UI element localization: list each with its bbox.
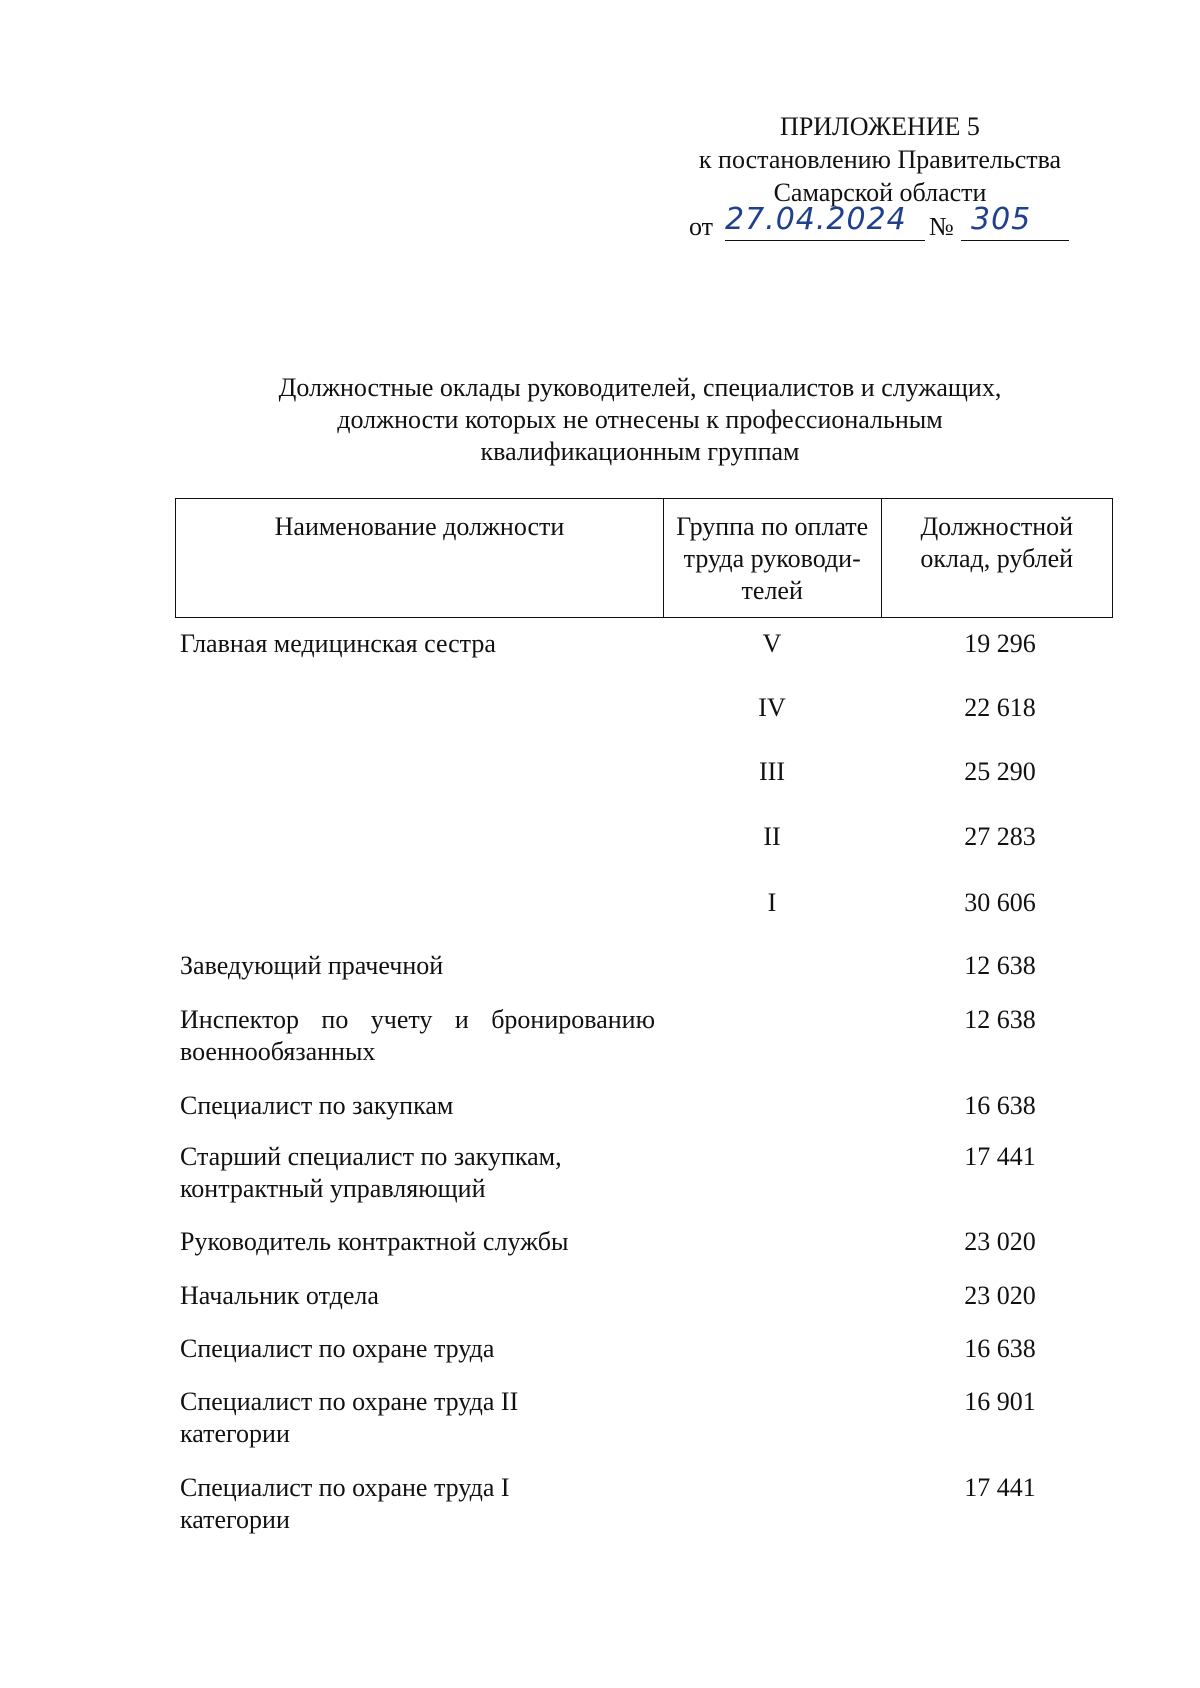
position-name: Начальник отдела: [180, 1281, 379, 1310]
title-line-1: Должностные оклады руководителей, специалистов и служащих,: [278, 373, 1002, 402]
date-prefix: от: [689, 212, 714, 241]
position-name: Главная медицинская сестра: [180, 629, 496, 658]
header-pay-group: Группа по оплате труда руководи- телей: [664, 499, 882, 617]
appendix-ref-line: к постановлению Правительства: [698, 145, 1062, 174]
salary: 16 901: [964, 1387, 1036, 1416]
pay-group: V: [762, 629, 782, 658]
position-name: Заведующий прачечной: [180, 951, 444, 980]
salary: 23 020: [964, 1281, 1036, 1310]
position-name: Специалист по охране труда I категории: [180, 1473, 510, 1534]
pay-group: III: [759, 757, 785, 786]
salary: 23 020: [964, 1227, 1036, 1256]
appendix-region-line: Самарской области: [773, 178, 987, 207]
number-field: [961, 202, 1069, 241]
position-name: Старший специалист по закупкам, контрактный управляющий: [180, 1142, 562, 1203]
date-field: [725, 202, 925, 241]
salary: 25 290: [964, 757, 1036, 786]
position-name: Специалист по охране труда: [180, 1334, 495, 1363]
decree-date-line: [689, 202, 1109, 248]
table-header: [175, 498, 1113, 618]
position-name: Руководитель контрактной службы: [180, 1227, 569, 1256]
document-title: [230, 372, 1050, 468]
title-line-2: должности которых не отнесены к профессиональным: [337, 405, 943, 434]
handwritten-number: 305: [971, 202, 1032, 237]
salary: 19 296: [964, 629, 1036, 658]
salary: 16 638: [964, 1091, 1036, 1120]
appendix-title: ПРИЛОЖЕНИЕ 5: [780, 112, 980, 141]
handwritten-date: 27.04.2024: [725, 202, 907, 237]
pay-group: IV: [758, 693, 786, 722]
pay-group: I: [767, 888, 777, 917]
salary: 27 283: [964, 822, 1036, 851]
position-name: Специалист по закупкам: [180, 1091, 454, 1120]
salary: 12 638: [964, 951, 1036, 980]
header-position-name: Наименование должности: [176, 499, 664, 617]
salary: 12 638: [964, 1005, 1036, 1034]
salary: 30 606: [964, 888, 1036, 917]
salary: 17 441: [964, 1142, 1036, 1171]
salary: 16 638: [964, 1334, 1036, 1363]
appendix-header: [660, 110, 1100, 209]
number-label: №: [929, 212, 954, 241]
salary: 22 618: [964, 693, 1036, 722]
pay-group: II: [763, 822, 781, 851]
position-name: Специалист по охране труда II категории: [180, 1387, 519, 1448]
title-line-3: квалификационным группам: [480, 437, 800, 466]
salary: 17 441: [964, 1473, 1036, 1502]
header-salary: Должностной оклад, рублей: [920, 512, 1074, 573]
position-name: Инспектор по учету и бронированию военнообязанных: [180, 1005, 655, 1066]
